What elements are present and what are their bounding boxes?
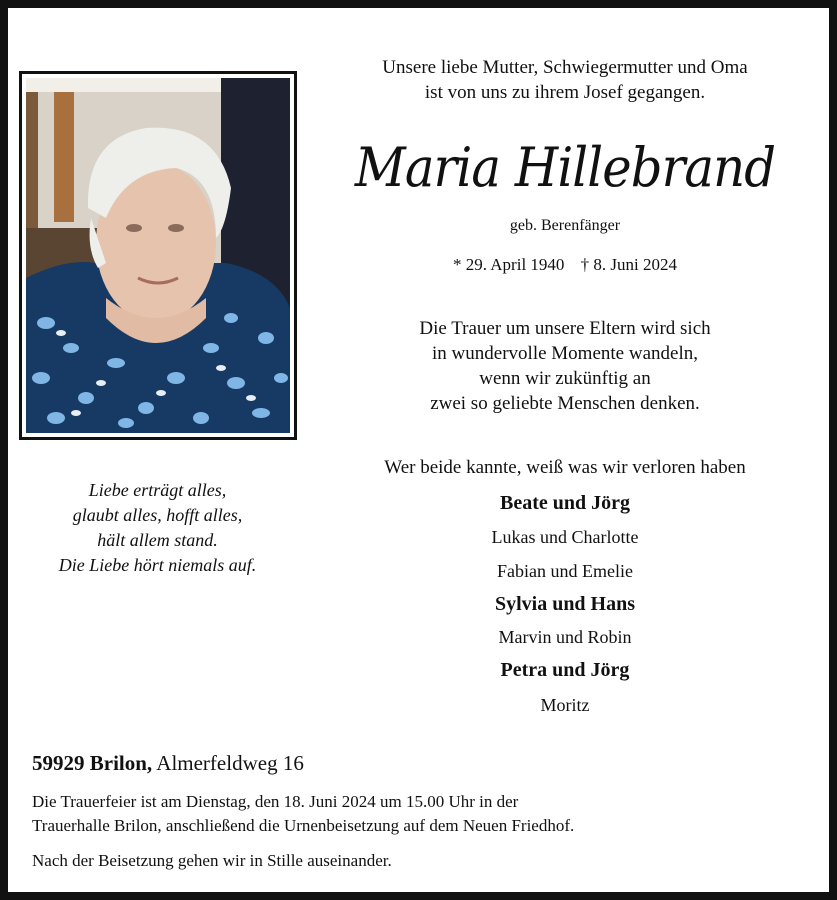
- address-city: 59929 Brilon,: [32, 751, 153, 775]
- quote-line: glaubt alles, hofft alles,: [72, 505, 243, 525]
- quote-line: Die Liebe hört niemals auf.: [58, 555, 257, 575]
- life-dates: [300, 253, 830, 277]
- deceased-name: Maria Hillebrand: [354, 136, 776, 199]
- quote-line: Liebe erträgt alles,: [88, 480, 227, 500]
- ceremony-info: [32, 790, 812, 838]
- portrait-photo: [19, 71, 297, 440]
- family-children: Fabian und Emelie: [497, 561, 633, 581]
- birth-date: * 29. April 1940: [452, 255, 565, 274]
- intro-line: Unsere liebe Mutter, Schwiegermutter und Oma: [382, 57, 748, 78]
- bible-quote: [20, 478, 295, 578]
- death-date: † 8. Juni 2024: [580, 255, 678, 274]
- family-children: Marvin und Robin: [498, 627, 632, 647]
- maiden-name: geb. Berenfänger: [509, 217, 621, 234]
- family-children: Lukas und Charlotte: [491, 527, 639, 547]
- poem-line: Die Trauer um unsere Eltern wird sich: [419, 318, 711, 339]
- intro-text: [300, 55, 830, 105]
- family-couple: Petra und Jörg: [500, 659, 630, 681]
- ceremony-line: Trauerhalle Brilon, anschließend die Urnenbeisetzung auf dem Neuen Friedhof.: [32, 816, 575, 835]
- poem-line: in wundervolle Momente wandeln,: [432, 343, 698, 364]
- poem: [300, 316, 830, 416]
- family-couple: Beate und Jörg: [500, 492, 630, 514]
- poem-line: zwei so geliebte Menschen denken.: [430, 393, 700, 414]
- address: [32, 750, 304, 776]
- mourning-line: Wer beide kannte, weiß was wir verloren haben: [384, 457, 746, 478]
- closing-note: Nach der Beisetzung gehen wir in Stille auseinander.: [32, 851, 392, 870]
- address-street: Almerfeldweg 16: [156, 751, 304, 775]
- quote-line: hält allem stand.: [97, 530, 218, 550]
- family-children: Moritz: [540, 695, 590, 715]
- poem-line: wenn wir zukünftig an: [479, 368, 651, 389]
- ceremony-line: Die Trauerfeier ist am Dienstag, den 18. Juni 2024 um 15.00 Uhr in der: [32, 792, 519, 811]
- family-couple: Sylvia und Hans: [494, 593, 636, 615]
- intro-line: ist von uns zu ihrem Josef gegangen.: [424, 82, 706, 103]
